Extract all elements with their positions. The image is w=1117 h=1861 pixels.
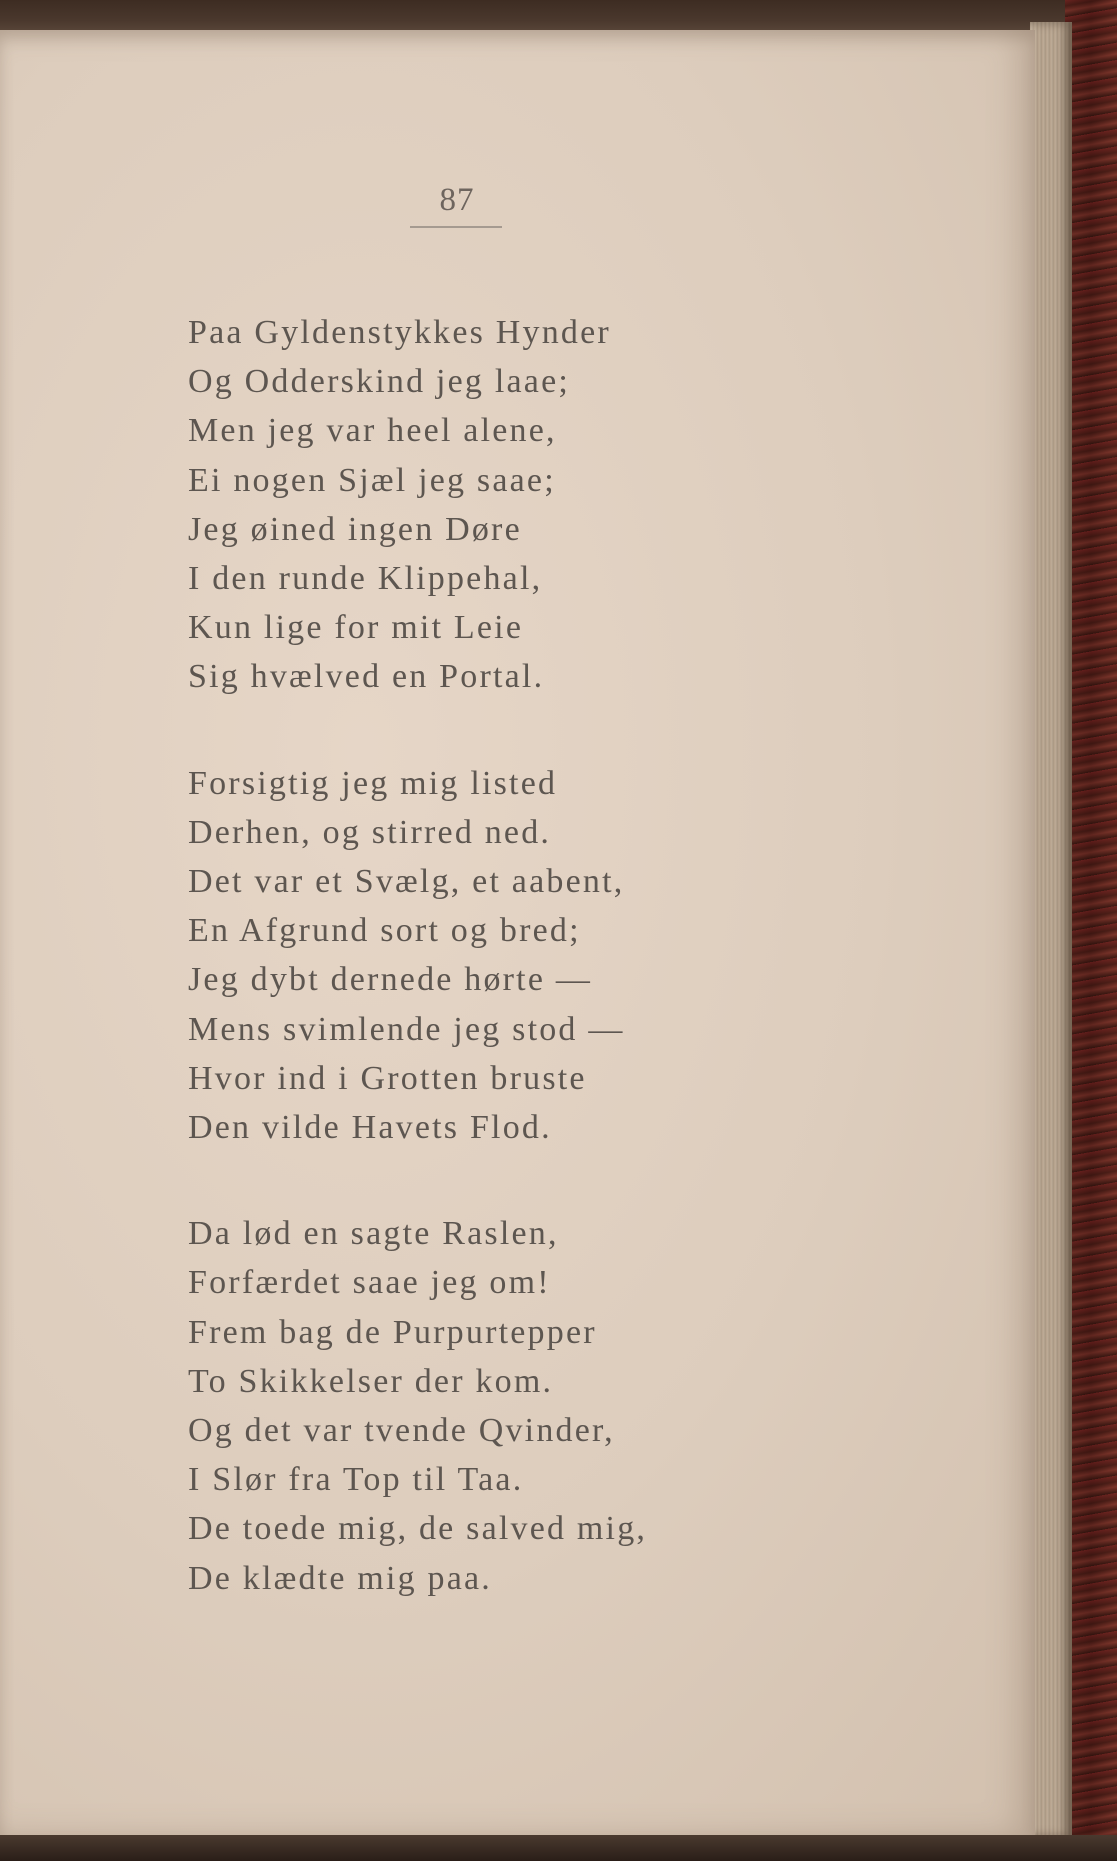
page-block-edges xyxy=(1030,22,1072,1837)
poem-line: Den vilde Havets Flod. xyxy=(188,1109,552,1147)
poem-line: I den runde Klippehal, xyxy=(188,560,543,598)
poem-line: Frem bag de Purpurtepper xyxy=(188,1313,597,1351)
poem-line: Det var et Svælg, et aabent, xyxy=(188,863,625,901)
poem-line: Jeg dybt dernede hørte — xyxy=(188,961,593,999)
poem-line: To Skikkelser der kom. xyxy=(188,1362,554,1400)
poem-line: Hvor ind i Grotten bruste xyxy=(188,1059,587,1097)
stanza-2 xyxy=(188,759,808,1153)
stanza-3 xyxy=(188,1209,808,1603)
book-cover-edge xyxy=(1065,0,1117,1861)
poem-line: Forsigtig jeg mig listed xyxy=(188,764,558,802)
poem-line: De klædte mig paa. xyxy=(188,1559,492,1597)
poem-line: Derhen, og stirred ned. xyxy=(188,813,552,851)
poem-line: En Afgrund sort og bred; xyxy=(188,912,581,950)
poem-line: Og det var tvende Qvinder, xyxy=(188,1412,615,1450)
poem-line: De toede mig, de salved mig, xyxy=(188,1510,648,1548)
poem-line: I Slør fra Top til Taa. xyxy=(188,1461,524,1499)
book-top-edge xyxy=(0,0,1117,34)
poem xyxy=(188,308,808,1660)
poem-line: Paa Gyldenstykkes Hynder xyxy=(188,314,611,351)
book-page xyxy=(0,30,1035,1835)
poem-line: Og Odderskind jeg laae; xyxy=(188,363,571,401)
poem-line: Da lød en sagte Raslen, xyxy=(188,1215,559,1253)
poem-line: Jeg øined ingen Døre xyxy=(188,510,522,548)
poem-line: Sig hvælved en Portal. xyxy=(188,658,545,696)
poem-line: Men jeg var heel alene, xyxy=(188,412,557,450)
book-bottom-edge xyxy=(0,1835,1117,1861)
poem-line: Kun lige for mit Leie xyxy=(188,609,524,647)
poem-line: Forfærdet saae jeg om! xyxy=(188,1264,551,1302)
stanza-1 xyxy=(188,308,808,702)
page-number: 87 xyxy=(439,182,475,218)
poem-line: Ei nogen Sjæl jeg saae; xyxy=(188,461,556,499)
page-number-rule xyxy=(410,226,502,228)
poem-line: Mens svimlende jeg stod — xyxy=(188,1010,625,1048)
